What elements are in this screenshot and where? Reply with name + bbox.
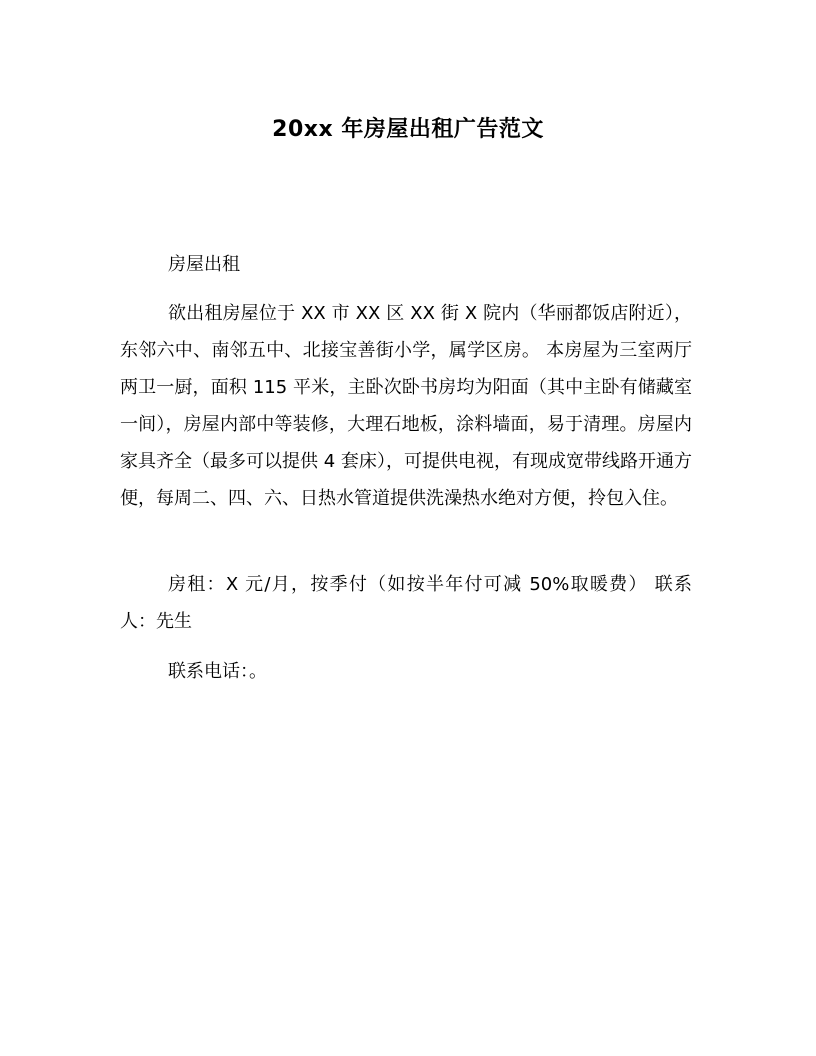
paragraph-phone: 联系电话：。 [168,661,267,682]
paragraph-property-details: 欲出租房屋位于 XX 市 XX 区 XX 街 X 院内（华丽都饭店附近），东邻六中、南邻五中、北接宝善街小学，属学区房。 本房屋为三室两厅两卫一厨，面积 115 平米，主卧次卧书房均为阳面（其中主卧有储藏室一间），房屋内部中等装修，大理石地板，涂料墙面，易于清理。房屋内家具齐全（最多可以提供 4 套床），可提供电视，有现成宽带线路开通方便，每周二、四、六、日热水管道提供洗澡热水绝对方便，拎包入住。 [120,303,692,509]
document-title: 20xx 年房屋出租广告范文 [272,117,544,142]
paragraph-rent-contact: 房租：X 元/月，按季付（如按半年付可减 50%取暖费） 联系人：先生 [120,574,692,632]
paragraph-heading: 房屋出租 [168,254,240,275]
